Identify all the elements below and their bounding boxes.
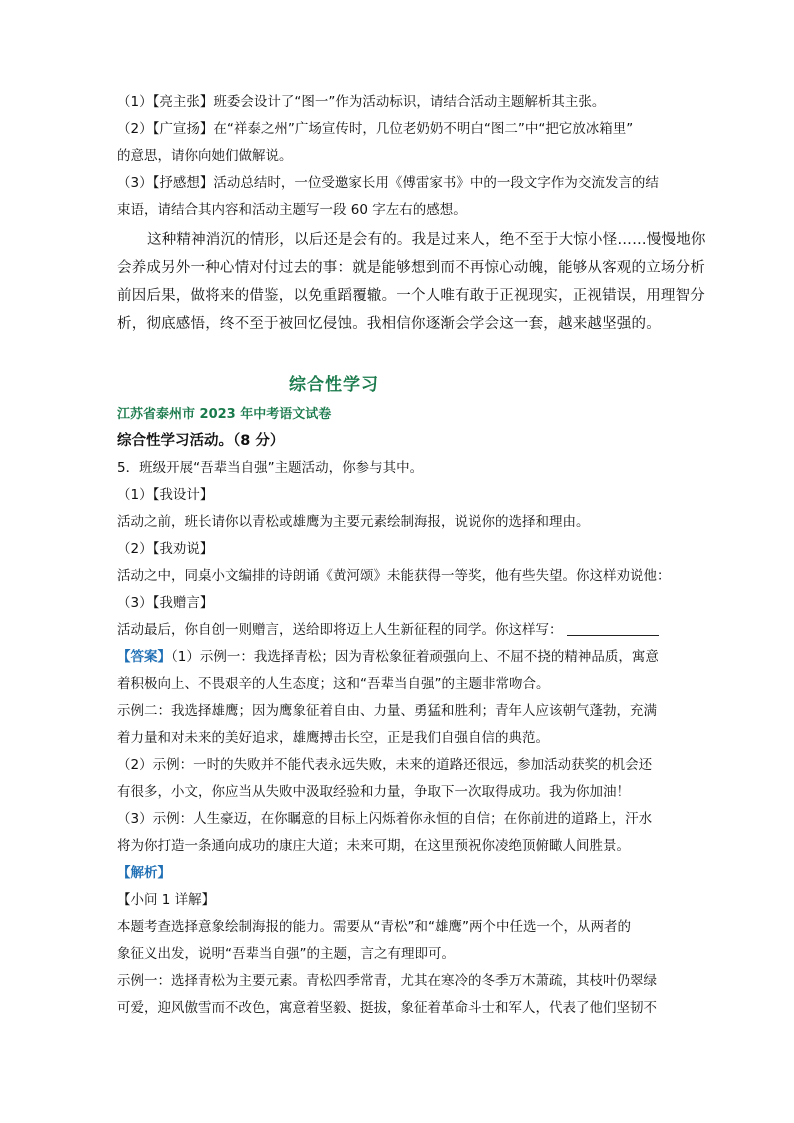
question-part-3-text: 活动最后，你自创一则赠言，送给即将迈上人生新征程的同学。你这样写： bbox=[117, 622, 563, 638]
question-stem: 5．班级开展“吾辈当自强”主题活动，你参与其中。 bbox=[117, 460, 424, 476]
analysis-tag: 【解析】 bbox=[117, 865, 171, 881]
answer-blank bbox=[567, 621, 659, 636]
question-part-3: （3）【我赠言】 bbox=[117, 595, 214, 611]
exam-source: 江苏省泰州市 2023 年中考语文试卷 bbox=[117, 407, 332, 422]
answer-tag: 【答案】 bbox=[117, 649, 171, 665]
answer-line-7: （3）示例：人生豪迈，在你瞩意的目标上闪烁着你永恒的自信；在你前进的道路上，汗水 bbox=[117, 811, 653, 827]
answer-line-4: 着力量和对未来的美好追求，雄鹰搏击长空，正是我们自强自信的典范。 bbox=[117, 730, 549, 746]
analysis-line-4: 可爱，迎风傲雪而不改色，寓意着坚毅、挺拔，象征着革命斗士和军人，代表了他们坚韧不 bbox=[117, 1000, 657, 1016]
prev-question-3-cont: 束语，请结合其内容和活动主题写一段 60 字左右的感想。 bbox=[117, 202, 467, 218]
activity-title: 综合性学习活动。（8 分） bbox=[117, 433, 285, 449]
prev-question-2: （2）【广宣扬】在“祥泰之州”广场宣传时，几位老奶奶不明白“图二”中“把它放冰箱里” bbox=[117, 121, 634, 137]
quote-line-4: 析，彻底感悟，终不至于被回忆侵蚀。我相信你逐渐会学会这一套，越来越坚强的。 bbox=[117, 316, 661, 332]
quote-line-1: 这种精神消沉的情形，以后还是会有的。我是过来人，绝不至于大惊小怪……慢慢地你 bbox=[147, 232, 706, 248]
answer-row-1 bbox=[117, 647, 659, 667]
question-part-1-text: 活动之前，班长请你以青松或雄鹰为主要元素绘制海报，说说你的选择和理由。 bbox=[117, 514, 590, 530]
prev-question-1: （1）【亮主张】班委会设计了“图一”作为活动标识，请结合活动主题解析其主张。 bbox=[117, 94, 606, 110]
question-part-2: （2）【我劝说】 bbox=[117, 541, 214, 557]
answer-line-8: 将为你打造一条通向成功的康庄大道；未来可期，在这里预祝你凌绝顶俯瞰人间胜景。 bbox=[117, 838, 630, 854]
section-title: 综合性学习 bbox=[289, 375, 379, 395]
answer-line-2: 着积极向上、不畏艰辛的人生态度；这和“吾辈当自强”的主题非常吻合。 bbox=[117, 676, 550, 692]
answer-line-6: 有很多，小文，你应当从失败中汲取经验和力量，争取下一次取得成功。我为你加油！ bbox=[117, 784, 630, 800]
question-part-3-row bbox=[117, 620, 659, 640]
sub-question-heading: 【小问 1 详解】 bbox=[117, 892, 216, 908]
analysis-line-2: 象征义出发，说明“吾辈当自强”的主题，言之有理即可。 bbox=[117, 946, 455, 962]
quote-line-2: 会养成另外一种心情对付过去的事：就是能够想到而不再惊心动魄，能够从客观的立场分析 bbox=[117, 260, 705, 276]
question-part-1: （1）【我设计】 bbox=[117, 487, 214, 503]
quote-line-3: 前因后果，做将来的借鉴，以免重蹈覆辙。一个人唯有敢于正视现实，正视错误，用理智分 bbox=[117, 288, 705, 304]
prev-question-3: （3）【抒感想】活动总结时，一位受邀家长用《傅雷家书》中的一段文字作为交流发言的结 bbox=[117, 175, 659, 191]
answer-line-1: （1）示例一：我选择青松；因为青松象征着顽强向上、不屈不挠的精神品质，寓意 bbox=[171, 649, 659, 665]
prev-question-2-cont: 的意思，请你向她们做解说。 bbox=[117, 148, 293, 164]
answer-line-3: 示例二：我选择雄鹰；因为鹰象征着自由、力量、勇猛和胜利；青年人应该朝气蓬勃，充满 bbox=[117, 703, 657, 719]
question-part-2-text: 活动之中，同桌小文编排的诗朗诵《黄河颂》未能获得一等奖，他有些失望。你这样劝说他： bbox=[117, 568, 671, 584]
analysis-line-3: 示例一：选择青松为主要元素。青松四季常青，尤其在寒冷的冬季万木萧疏，其枝叶仍翠绿 bbox=[117, 973, 657, 989]
analysis-line-1: 本题考查选择意象绘制海报的能力。需要从“青松”和“雄鹰”两个中任选一个，从两者的 bbox=[117, 919, 631, 935]
answer-line-5: （2）示例：一时的失败并不能代表永远失败，未来的道路还很远，参加活动获奖的机会还 bbox=[117, 757, 653, 773]
